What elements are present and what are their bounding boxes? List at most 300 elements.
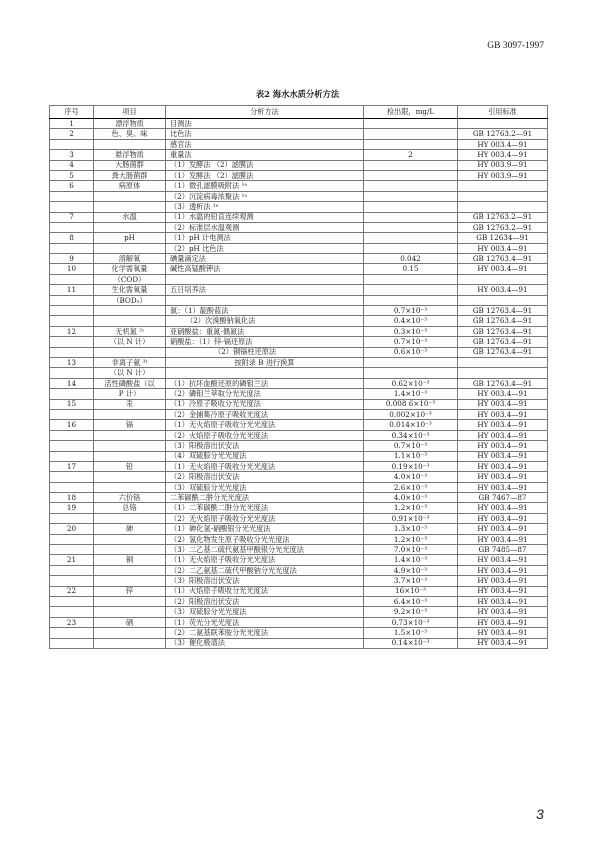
cell-limit <box>364 139 458 149</box>
cell-limit <box>364 160 458 170</box>
col-header-limit: 检出限，mg/L <box>364 106 458 119</box>
col-header-item: 项目 <box>94 106 166 119</box>
cell-method: 硝酸盐：（1）锌-镉还原法 <box>166 337 364 347</box>
table-row <box>50 254 548 264</box>
cell-no <box>50 409 94 419</box>
cell-limit: 0.3×10⁻³ <box>364 326 458 336</box>
cell-method: （1）荧光分光光度法 <box>166 617 364 627</box>
cell-ref: HY 003.4—91 <box>458 389 548 399</box>
cell-limit: 4.0×10⁻³ <box>364 493 458 503</box>
table-row <box>50 264 548 274</box>
cell-limit: 1.2×10⁻³ <box>364 534 458 544</box>
cell-item <box>94 565 166 575</box>
cell-item: （BOD₅） <box>94 295 166 305</box>
cell-item <box>94 576 166 586</box>
standard-number: GB 3097-1997 <box>487 41 544 51</box>
cell-item: 化学需氧量 <box>94 264 166 274</box>
cell-item <box>94 472 166 482</box>
cell-ref: HY 003.4—91 <box>458 139 548 149</box>
cell-limit: 6.4×10⁻³ <box>364 596 458 606</box>
table-row <box>50 191 548 201</box>
table-row <box>50 170 548 180</box>
cell-item <box>94 139 166 149</box>
cell-ref: HY 003.4—91 <box>458 451 548 461</box>
cell-method: （2）沉淀病毒浓聚法 ¹ᵃ <box>166 191 364 201</box>
cell-no <box>50 243 94 253</box>
cell-no <box>50 347 94 357</box>
cell-item: （COD） <box>94 274 166 284</box>
cell-limit: 0.4×10⁻³ <box>364 316 458 326</box>
table-row <box>50 513 548 523</box>
cell-limit: 0.91×10⁻³ <box>364 513 458 523</box>
cell-item: 六价铬 <box>94 493 166 503</box>
table-row <box>50 202 548 212</box>
table-row <box>50 368 548 378</box>
cell-item <box>94 430 166 440</box>
cell-item: 病原体 <box>94 181 166 191</box>
cell-item: 悬浮物质 <box>94 150 166 160</box>
cell-limit: 0.042 <box>364 254 458 264</box>
table-row <box>50 555 548 565</box>
cell-method: （1）pH 计电测法 <box>166 233 364 243</box>
cell-no: 6 <box>50 181 94 191</box>
cell-ref: GB 12763.4—91 <box>458 326 548 336</box>
cell-no <box>50 368 94 378</box>
table-row <box>50 461 548 471</box>
cell-method: 感官法 <box>166 139 364 149</box>
cell-item <box>94 451 166 461</box>
cell-no: 9 <box>50 254 94 264</box>
cell-item <box>94 306 166 316</box>
cell-ref: GB 12763.2—91 <box>458 212 548 222</box>
cell-method: （1）微孔滤膜吸附法 ¹ᵃ <box>166 181 364 191</box>
cell-no <box>50 451 94 461</box>
analysis-methods-table <box>49 105 548 649</box>
table-row <box>50 493 548 503</box>
cell-limit: 0.014×10⁻³ <box>364 420 458 430</box>
cell-method: 重量法 <box>166 150 364 160</box>
cell-no: 19 <box>50 503 94 513</box>
cell-method: （1）发酵法 （2）滤膜法 <box>166 170 364 180</box>
cell-method <box>166 368 364 378</box>
cell-method: （3）双硫腙分光光度法 <box>166 482 364 492</box>
cell-method: （3）催化极谱法 <box>166 638 364 648</box>
table-row <box>50 285 548 295</box>
cell-item <box>94 607 166 617</box>
table-row <box>50 233 548 243</box>
table-row <box>50 638 548 648</box>
cell-method: （2）火焰原子吸收分光光度法 <box>166 430 364 440</box>
cell-ref: HY 003.9—91 <box>458 160 548 170</box>
cell-ref: GB 12763.4—91 <box>458 378 548 388</box>
cell-method: （2）无火焰原子吸收分光光度法 <box>166 513 364 523</box>
cell-ref: HY 003.4—91 <box>458 472 548 482</box>
cell-item <box>94 628 166 638</box>
cell-no <box>50 607 94 617</box>
cell-item: 砷 <box>94 524 166 534</box>
cell-no: 14 <box>50 378 94 388</box>
cell-ref: GB 12634—91 <box>458 233 548 243</box>
cell-method: （2）阳极溶出伏安法 <box>166 596 364 606</box>
cell-item: 生化需氧量 <box>94 285 166 295</box>
cell-limit: 0.15 <box>364 264 458 274</box>
cell-limit: 3.7×10⁻³ <box>364 576 458 586</box>
cell-method: 二苯碳酰二肼分光光度法 <box>166 493 364 503</box>
cell-no: 20 <box>50 524 94 534</box>
cell-method: （2）金捕集冷原子吸收光度法 <box>166 409 364 419</box>
cell-limit <box>364 233 458 243</box>
table-row <box>50 139 548 149</box>
table-row <box>50 389 548 399</box>
cell-method: （2）氢化物发生原子吸收分光光度法 <box>166 534 364 544</box>
cell-method: （3）阳极溶出伏安法 <box>166 576 364 586</box>
cell-method <box>166 274 364 284</box>
cell-method: 比色法 <box>166 129 364 139</box>
cell-limit <box>364 274 458 284</box>
cell-method: （1）二苯碳酰二肼分光光度法 <box>166 503 364 513</box>
cell-item <box>94 243 166 253</box>
table-row <box>50 243 548 253</box>
table-caption: 表2 海水水质分析方法 <box>255 89 340 99</box>
cell-no <box>50 430 94 440</box>
cell-method: 按附录 B 进行换算 <box>166 357 364 367</box>
cell-method: （2）pH 比色法 <box>166 243 364 253</box>
cell-item: 大肠菌群 <box>94 160 166 170</box>
cell-no <box>50 638 94 648</box>
cell-limit: 0.14×10⁻³ <box>364 638 458 648</box>
cell-no <box>50 576 94 586</box>
cell-method: （1）火焰原子吸收分光光度法 <box>166 586 364 596</box>
cell-limit <box>364 170 458 180</box>
cell-method: （1）无火焰原子吸收分光光度法 <box>166 420 364 430</box>
cell-item <box>94 316 166 326</box>
cell-limit <box>364 119 458 129</box>
cell-item <box>94 545 166 555</box>
cell-no: 11 <box>50 285 94 295</box>
cell-item: 水温 <box>94 212 166 222</box>
cell-no: 15 <box>50 399 94 409</box>
cell-no <box>50 565 94 575</box>
cell-limit: 0.008 6×10⁻³ <box>364 399 458 409</box>
cell-ref: HY 003.4—91 <box>458 607 548 617</box>
cell-no <box>50 482 94 492</box>
cell-item: （以 N 计） <box>94 368 166 378</box>
cell-limit: 0.7×10⁻³ <box>364 337 458 347</box>
cell-method: 亚硝酸盐：重氮-偶氮法 <box>166 326 364 336</box>
cell-method: 碱性高锰酸钾法 <box>166 264 364 274</box>
cell-limit: 9.2×10⁻³ <box>364 607 458 617</box>
table-row <box>50 129 548 139</box>
table-row <box>50 399 548 409</box>
col-header-ref: 引用标准 <box>458 106 548 119</box>
cell-item <box>94 513 166 523</box>
table-row <box>50 347 548 357</box>
cell-method: （4）双硫腙分光光度法 <box>166 451 364 461</box>
table-row <box>50 409 548 419</box>
cell-ref: HY 003.4—91 <box>458 264 548 274</box>
cell-limit: 2 <box>364 150 458 160</box>
cell-ref: HY 003.4—91 <box>458 150 548 160</box>
cell-no: 12 <box>50 326 94 336</box>
cell-ref: HY 003.4—91 <box>458 441 548 451</box>
cell-limit <box>364 181 458 191</box>
table-row <box>50 222 548 232</box>
table-header-row <box>50 106 548 119</box>
cell-no: 7 <box>50 212 94 222</box>
table-row <box>50 586 548 596</box>
cell-ref: HY 003.9—91 <box>458 170 548 180</box>
cell-ref <box>458 119 548 129</box>
cell-method <box>166 295 364 305</box>
cell-ref: HY 003.4—91 <box>458 513 548 523</box>
cell-limit: 1.5×10⁻³ <box>364 628 458 638</box>
cell-ref <box>458 295 548 305</box>
cell-limit: 1.4×10⁻³ <box>364 555 458 565</box>
cell-ref: HY 003.4—91 <box>458 628 548 638</box>
cell-ref: GB 7467—87 <box>458 493 548 503</box>
cell-limit: 1.2×10⁻³ <box>364 503 458 513</box>
cell-no <box>50 596 94 606</box>
cell-no: 2 <box>50 129 94 139</box>
cell-item: 锌 <box>94 586 166 596</box>
table-row <box>50 212 548 222</box>
cell-ref: GB 12763.4—91 <box>458 306 548 316</box>
cell-item: 活性磷酸盐（以 <box>94 378 166 388</box>
table-row <box>50 534 548 544</box>
table-row <box>50 503 548 513</box>
cell-item <box>94 441 166 451</box>
cell-limit <box>364 202 458 212</box>
cell-limit: 7.0×10⁻³ <box>364 545 458 555</box>
cell-no: 17 <box>50 461 94 471</box>
table-row <box>50 274 548 284</box>
table-row <box>50 326 548 336</box>
cell-method: （3）二乙基二硫代氨基甲酸银分光光度法 <box>166 545 364 555</box>
cell-method: 目测法 <box>166 119 364 129</box>
cell-ref: HY 003.4—91 <box>458 524 548 534</box>
cell-ref: HY 003.4—91 <box>458 576 548 586</box>
cell-item: 铅 <box>94 461 166 471</box>
cell-method: （2）铜镉柱还原法 <box>166 347 364 357</box>
cell-limit <box>364 357 458 367</box>
col-header-no: 序号 <box>50 106 94 119</box>
cell-no <box>50 316 94 326</box>
cell-ref: HY 003.4—91 <box>458 420 548 430</box>
cell-no <box>50 191 94 201</box>
cell-limit: 1.1×10⁻³ <box>364 451 458 461</box>
cell-no: 21 <box>50 555 94 565</box>
cell-method: （1）抗坏血酸还原的磷钼兰法 <box>166 378 364 388</box>
cell-item <box>94 347 166 357</box>
table-row <box>50 306 548 316</box>
cell-no <box>50 337 94 347</box>
cell-limit <box>364 243 458 253</box>
cell-no: 13 <box>50 357 94 367</box>
cell-method: （3）阳极溶出伏安法 <box>166 441 364 451</box>
cell-method: （2）次溴酸钠氧化法 <box>166 316 364 326</box>
table-row <box>50 482 548 492</box>
cell-ref: GB 12763.4—91 <box>458 254 548 264</box>
cell-item: 漂浮物质 <box>94 119 166 129</box>
cell-ref <box>458 357 548 367</box>
cell-no: 10 <box>50 264 94 274</box>
cell-limit: 2.6×10⁻³ <box>364 482 458 492</box>
cell-no: 5 <box>50 170 94 180</box>
table-row <box>50 617 548 627</box>
table-row <box>50 441 548 451</box>
cell-item: pH <box>94 233 166 243</box>
cell-item: 色、臭、味 <box>94 129 166 139</box>
table-row <box>50 451 548 461</box>
cell-limit: 1.4×10⁻³ <box>364 389 458 399</box>
cell-ref: GB 12763.2—91 <box>458 129 548 139</box>
cell-limit <box>364 191 458 201</box>
cell-item: 铜 <box>94 555 166 565</box>
cell-ref: GB 12763.2—91 <box>458 222 548 232</box>
cell-item: 总铬 <box>94 503 166 513</box>
table-row <box>50 295 548 305</box>
table-row <box>50 472 548 482</box>
cell-no <box>50 222 94 232</box>
cell-method: 碘量滴定法 <box>166 254 364 264</box>
table-row <box>50 337 548 347</box>
cell-item: 硒 <box>94 617 166 627</box>
cell-ref: HY 003.4—91 <box>458 409 548 419</box>
cell-limit: 0.7×10⁻³ <box>364 306 458 316</box>
cell-item: 汞 <box>94 399 166 409</box>
cell-no: 4 <box>50 160 94 170</box>
cell-ref: HY 003.4—91 <box>458 482 548 492</box>
cell-ref: HY 003.4—91 <box>458 285 548 295</box>
cell-ref: HY 003.4—91 <box>458 596 548 606</box>
table-row <box>50 420 548 430</box>
cell-no <box>50 534 94 544</box>
cell-method: （2）阳极溶出伏安法 <box>166 472 364 482</box>
cell-method: （1）发酵法 （2）滤膜法 <box>166 160 364 170</box>
cell-ref <box>458 181 548 191</box>
cell-item <box>94 202 166 212</box>
cell-method: （1）冷原子吸收分光光度法 <box>166 399 364 409</box>
col-header-method: 分析方法 <box>166 106 364 119</box>
cell-no: 23 <box>50 617 94 627</box>
cell-limit <box>364 285 458 295</box>
cell-ref <box>458 368 548 378</box>
cell-no <box>50 274 94 284</box>
cell-method: （2）磷钼兰萃取分光光度法 <box>166 389 364 399</box>
page-number: 3 <box>536 806 544 822</box>
cell-ref: GB 12763.4—91 <box>458 347 548 357</box>
cell-no: 3 <box>50 150 94 160</box>
cell-ref: HY 003.4—91 <box>458 461 548 471</box>
cell-ref: HY 003.4—91 <box>458 586 548 596</box>
cell-method: （2）标准层水温观测 <box>166 222 364 232</box>
table-row <box>50 545 548 555</box>
cell-ref: HY 003.4—91 <box>458 503 548 513</box>
table-row <box>50 378 548 388</box>
table-row <box>50 576 548 586</box>
cell-no <box>50 389 94 399</box>
cell-item: 非离子氨 ³⁾ <box>94 357 166 367</box>
cell-ref: HY 003.4—91 <box>458 243 548 253</box>
cell-item: 镉 <box>94 420 166 430</box>
cell-ref: HY 003.4—91 <box>458 555 548 565</box>
cell-ref: GB 12763.4—91 <box>458 316 548 326</box>
cell-limit: 0.6×10⁻³ <box>364 347 458 357</box>
table-row <box>50 316 548 326</box>
cell-item <box>94 191 166 201</box>
cell-limit <box>364 295 458 305</box>
cell-limit: 0.62×10⁻³ <box>364 378 458 388</box>
cell-ref: HY 003.4—91 <box>458 617 548 627</box>
cell-no <box>50 513 94 523</box>
cell-method: （3）双硫腙分光光度法 <box>166 607 364 617</box>
cell-no: 1 <box>50 119 94 129</box>
cell-limit: 0.002×10⁻³ <box>364 409 458 419</box>
table-row <box>50 524 548 534</box>
cell-limit: 0.73×10⁻³ <box>364 617 458 627</box>
cell-limit <box>364 222 458 232</box>
cell-method: （1）无火焰原子吸收分光光度法 <box>166 555 364 565</box>
cell-no <box>50 202 94 212</box>
cell-item: 溶解氧 <box>94 254 166 264</box>
cell-ref: GB 12763.4—91 <box>458 337 548 347</box>
cell-item <box>94 482 166 492</box>
cell-no: 22 <box>50 586 94 596</box>
cell-item <box>94 534 166 544</box>
cell-method: （1）砷化氢-硝酸银分光光度法 <box>166 524 364 534</box>
table-row <box>50 160 548 170</box>
table-row <box>50 430 548 440</box>
cell-ref: HY 003.4—91 <box>458 534 548 544</box>
table-row <box>50 596 548 606</box>
cell-item <box>94 596 166 606</box>
cell-ref: HY 003.4—91 <box>458 399 548 409</box>
cell-item <box>94 222 166 232</box>
cell-item: （以 N 计） <box>94 337 166 347</box>
cell-item: 粪大肠菌群 <box>94 170 166 180</box>
cell-method: （3）透析法 ¹ᵃ <box>166 202 364 212</box>
cell-ref: HY 003.4—91 <box>458 565 548 575</box>
cell-limit: 4.0×10⁻³ <box>364 472 458 482</box>
cell-limit: 0.34×10⁻³ <box>364 430 458 440</box>
cell-method: （2）二乙氨基二硫代甲酸钠分光光度法 <box>166 565 364 575</box>
cell-limit <box>364 129 458 139</box>
cell-limit: 0.7×10⁻³ <box>364 441 458 451</box>
cell-no: 8 <box>50 233 94 243</box>
cell-item: P 计） <box>94 389 166 399</box>
cell-no <box>50 472 94 482</box>
cell-limit <box>364 212 458 222</box>
cell-method: 五日培养法 <box>166 285 364 295</box>
cell-method: （1）无火焰原子吸收分光光度法 <box>166 461 364 471</box>
table-row <box>50 181 548 191</box>
cell-item: 无机氮 ²⁾ <box>94 326 166 336</box>
cell-limit: 16×10⁻³ <box>364 586 458 596</box>
table-row <box>50 607 548 617</box>
cell-method: 氮：（1）靛酚蓝法 <box>166 306 364 316</box>
table-row <box>50 119 548 129</box>
cell-ref: HY 003.4—91 <box>458 638 548 648</box>
cell-no <box>50 139 94 149</box>
table-row <box>50 150 548 160</box>
table-row <box>50 357 548 367</box>
cell-limit: 1.3×10⁻³ <box>364 524 458 534</box>
cell-limit: 4.9×10⁻³ <box>364 565 458 575</box>
cell-no <box>50 545 94 555</box>
cell-method: （1）水温的铅直连续观测 <box>166 212 364 222</box>
cell-item <box>94 638 166 648</box>
cell-limit <box>364 368 458 378</box>
